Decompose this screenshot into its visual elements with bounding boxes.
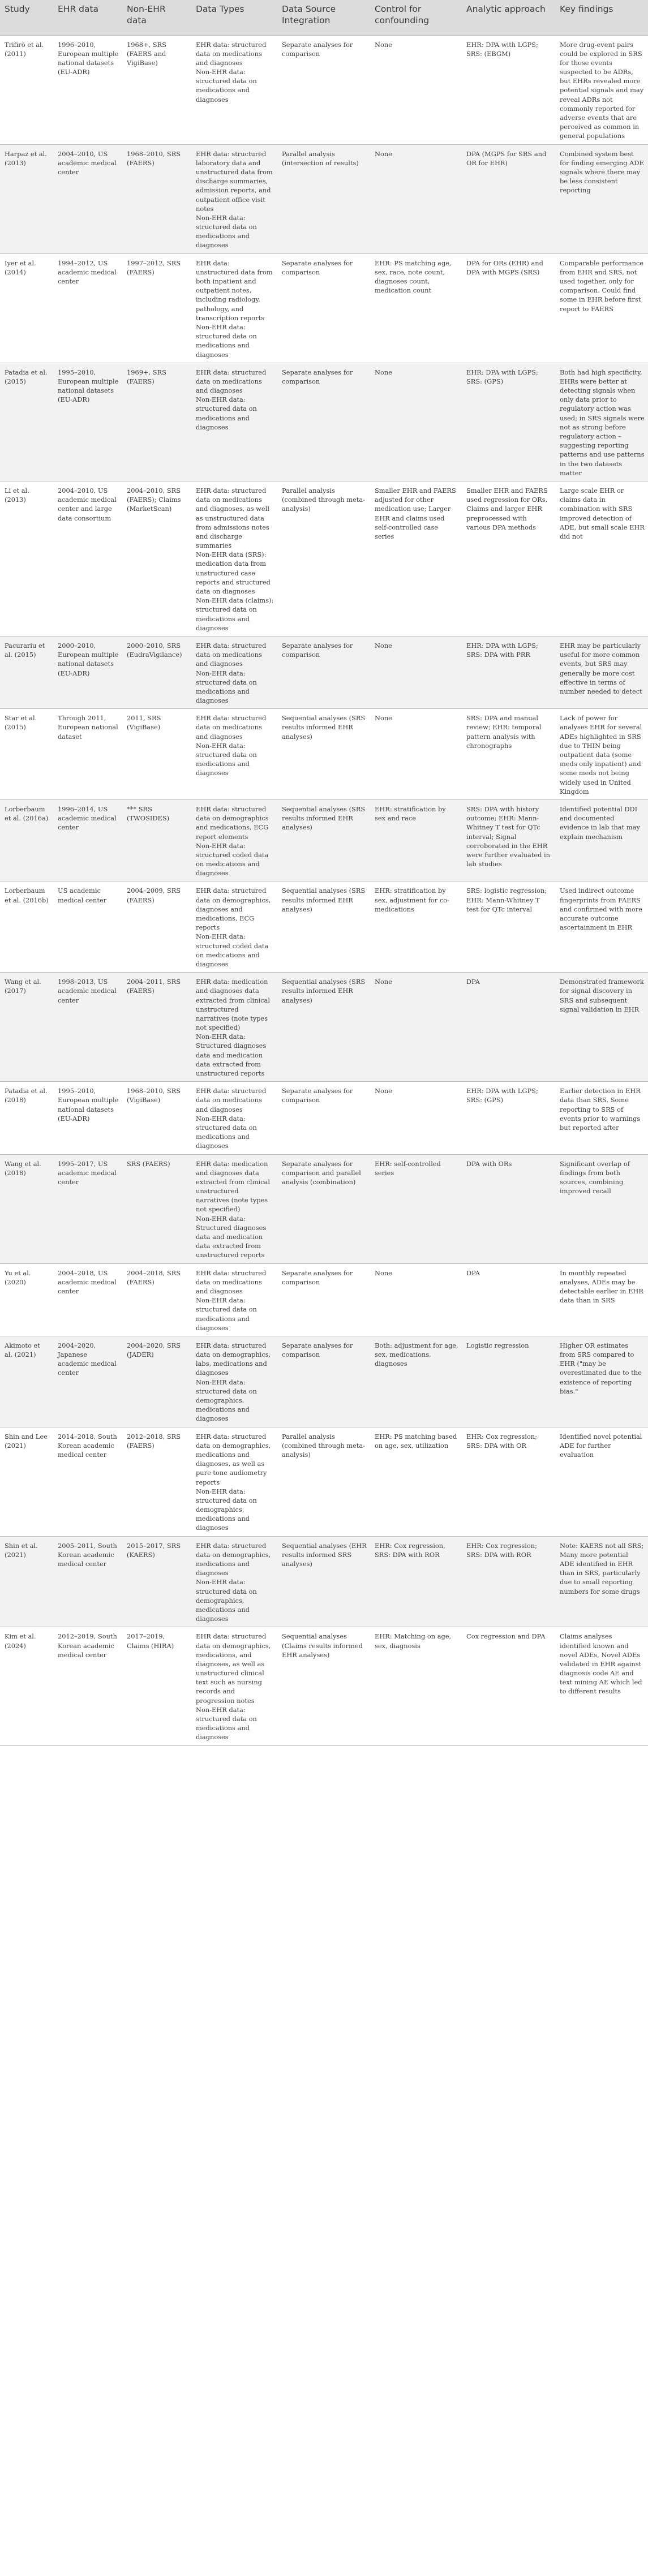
header-control-for-confounding: Control for confounding [370, 0, 462, 35]
integration-cell: Parallel analysis (combined through meta-analysis) [277, 1427, 370, 1536]
table-row [0, 799, 648, 881]
analytic-approach-cell: EHR: DPA with LGPS; SRS: (GPS) [462, 363, 555, 481]
integration-cell: Sequential analyses (SRS results informed EHR analyses) [277, 881, 370, 973]
table-row [0, 636, 648, 708]
data-types-cell: EHR data: structured data on medications and diagnoses Non-EHR data: structured data on medications and diagnoses [191, 1082, 277, 1154]
ehr-data-cell: 2004–2010, US academic medical center [53, 144, 122, 253]
confounding-cell: EHR: PS matching based on age, sex, utilization [370, 1427, 462, 1536]
data-types-cell: EHR data: structured data on demographics, medications and diagnoses, as well as pure tone audiometry reports Non-EHR data: structured data on demographics, medications and diagnoses [191, 1427, 277, 1536]
ehr-data-cell: Through 2011, European national dataset [53, 709, 122, 800]
integration-cell: Sequential analyses (Claims results informed EHR analyses) [277, 1627, 370, 1745]
integration-cell: Separate analyses for comparison [277, 1082, 370, 1154]
ehr-data-cell: 2000–2010, European multiple national datasets (EU-ADR) [53, 636, 122, 708]
ehr-data-cell: 2004–2020, Japanese academic medical center [53, 1336, 122, 1427]
analytic-approach-cell: EHR: DPA with LGPS; SRS: (EBGM) [462, 35, 555, 144]
key-findings-cell: Demonstrated framework for signal discovery in SRS and subsequent signal validation in EHR [555, 973, 648, 1082]
confounding-cell: EHR: stratification by sex and race [370, 799, 462, 881]
confounding-cell: EHR: PS matching age, sex, race, note count, diagnoses count, medication count [370, 253, 462, 363]
key-findings-cell: Used indirect outcome fingerprints from FAERS and confirmed with more accurate outcome ascertainment in EHR [555, 881, 648, 973]
header-row [0, 0, 648, 35]
key-findings-cell: Note: KAERS not all SRS; Many more potential ADE identified in EHR than in SRS, particularly due to small reporting numbers for some drugs [555, 1536, 648, 1627]
integration-cell: Separate analyses for comparison [277, 636, 370, 708]
ehr-data-cell: 2014–2018, South Korean academic medical center [53, 1427, 122, 1536]
study-cell: Shin et al. (2021) [0, 1536, 53, 1627]
study-cell: Akimoto et al. (2021) [0, 1336, 53, 1427]
confounding-cell: EHR: Cox regression, SRS: DPA with ROR [370, 1536, 462, 1627]
non-ehr-data-cell: 2000–2010, SRS (EudraVigilance) [122, 636, 191, 708]
ehr-data-cell: 1996–2014, US academic medical center [53, 799, 122, 881]
ehr-data-cell: 1998–2013, US academic medical center [53, 973, 122, 1082]
key-findings-cell: Higher OR estimates from SRS compared to EHR ("may be overestimated due to the existence of reporting bias." [555, 1336, 648, 1427]
confounding-cell: Smaller EHR and FAERS adjusted for other medication use; Larger EHR and claims used self-controlled case series [370, 481, 462, 636]
study-cell: Li et al. (2013) [0, 481, 53, 636]
table-row [0, 1627, 648, 1745]
non-ehr-data-cell: *** SRS (TWOSIDES) [122, 799, 191, 881]
ehr-data-cell: 1995–2010, European multiple national datasets (EU-ADR) [53, 363, 122, 481]
data-types-cell: EHR data: structured data on demographics, labs, medications and diagnoses Non-EHR data: structured data on demographics, medications and diagnoses [191, 1336, 277, 1427]
non-ehr-data-cell: 1968+, SRS (FAERS and VigiBase) [122, 35, 191, 144]
data-types-cell: EHR data: structured data on medications and diagnoses Non-EHR data: structured data on medications and diagnoses [191, 363, 277, 481]
analytic-approach-cell: EHR: Cox regression; SRS: DPA with OR [462, 1427, 555, 1536]
header-non-ehr-data: Non-EHR data [122, 0, 191, 35]
key-findings-cell: In monthly repeated analyses, ADEs may be detectable earlier in EHR data than in SRS [555, 1263, 648, 1336]
analytic-approach-cell: EHR: DPA with LGPS; SRS: (GPS) [462, 1082, 555, 1154]
analytic-approach-cell: DPA with ORs [462, 1154, 555, 1263]
key-findings-cell: Large scale EHR or claims data in combination with SRS improved detection of ADE, but small scale EHR did not [555, 481, 648, 636]
table-row [0, 1154, 648, 1263]
analytic-approach-cell: EHR: DPA with LGPS; SRS: DPA with PRR [462, 636, 555, 708]
study-cell: Shin and Lee (2021) [0, 1427, 53, 1536]
data-types-cell: EHR data: structured data on demographics and medications, ECG report elements Non-EHR data: structured coded data on medications and diagnoses [191, 799, 277, 881]
analytic-approach-cell: SRS: DPA and manual review; EHR: temporal pattern analysis with chronographs [462, 709, 555, 800]
header-ehr-data: EHR data [53, 0, 122, 35]
table-row [0, 1082, 648, 1154]
study-cell: Pacurariu et al. (2015) [0, 636, 53, 708]
table-row [0, 709, 648, 800]
table-header [0, 0, 648, 35]
integration-cell: Sequential analyses (EHR results informed SRS analyses) [277, 1536, 370, 1627]
key-findings-cell: Earlier detection in EHR data than SRS. Some reporting to SRS of events prior to warnings but reported after [555, 1082, 648, 1154]
study-cell: Wang et al. (2018) [0, 1154, 53, 1263]
analytic-approach-cell: Smaller EHR and FAERS used regression for ORs, Claims and larger EHR preprocessed with various DPA methods [462, 481, 555, 636]
header-key-findings: Key findings [555, 0, 648, 35]
analytic-approach-cell: DPA [462, 973, 555, 1082]
study-cell: Iyer et al. (2014) [0, 253, 53, 363]
non-ehr-data-cell: 2017–2019, Claims (HIRA) [122, 1627, 191, 1745]
data-types-cell: EHR data: structured data on medications and diagnoses, as well as unstructured data from admissions notes and discharge summaries Non-EHR data (SRS): medication data from unstructured case reports and structured data on diagnoses Non-EHR data (claims): structured data on medications and diagnoses [191, 481, 277, 636]
ehr-data-cell: 1995–2010, European multiple national datasets (EU-ADR) [53, 1082, 122, 1154]
key-findings-cell: More drug-event pairs could be explored in SRS for those events suspected to be ADRs, but EHRs revealed more potential signals and may reveal ADRs not commonly reported for adverse events that are perceived as common in general populations [555, 35, 648, 144]
confounding-cell: Both: adjustment for age, sex, medications, diagnoses [370, 1336, 462, 1427]
data-types-cell: EHR data: structured data on medications and diagnoses Non-EHR data: structured data on medications and diagnoses [191, 709, 277, 800]
table-body [0, 35, 648, 1745]
key-findings-cell: Both had high specificity, EHRs were better at detecting signals when only data prior to regulatory action was used; in SRS signals were not as strong before regulatory action – suggesting reporting patterns and use patterns in the two datasets matter [555, 363, 648, 481]
analytic-approach-cell: Logistic regression [462, 1336, 555, 1427]
ehr-data-cell: 1994–2012, US academic medical center [53, 253, 122, 363]
table-row [0, 973, 648, 1082]
confounding-cell: None [370, 1263, 462, 1336]
header-study: Study [0, 0, 53, 35]
ehr-data-cell: US academic medical center [53, 881, 122, 973]
table-row [0, 144, 648, 253]
confounding-cell: None [370, 144, 462, 253]
data-types-cell: EHR data: medication and diagnoses data extracted from clinical unstructured narratives (note types not specified) Non-EHR data: Structured diagnoses data and medication data extracted from unstructured reports [191, 1154, 277, 1263]
key-findings-cell: Combined system best for finding emerging ADE signals where there may be less consistent reporting [555, 144, 648, 253]
header-analytic-approach: Analytic approach [462, 0, 555, 35]
analytic-approach-cell: DPA [462, 1263, 555, 1336]
non-ehr-data-cell: 2012–2018, SRS (FAERS) [122, 1427, 191, 1536]
integration-cell: Sequential analyses (SRS results informed EHR analyses) [277, 973, 370, 1082]
non-ehr-data-cell: 1969+, SRS (FAERS) [122, 363, 191, 481]
study-cell: Lorberbaum et al. (2016b) [0, 881, 53, 973]
table-row [0, 1427, 648, 1536]
analytic-approach-cell: SRS: logistic regression; EHR: Mann-Whitney T test for QTc interval [462, 881, 555, 973]
non-ehr-data-cell: 1968–2010, SRS (VigiBase) [122, 1082, 191, 1154]
study-cell: Kim et al. (2024) [0, 1627, 53, 1745]
confounding-cell: None [370, 363, 462, 481]
study-cell: Star et al. (2015) [0, 709, 53, 800]
data-types-cell: EHR data: structured data on demographics, medications, and diagnoses, as well as unstructured clinical text such as nursing records and progression notes Non-EHR data: structured data on medications and diagnoses [191, 1627, 277, 1745]
ehr-data-cell: 1995–2017, US academic medical center [53, 1154, 122, 1263]
data-types-cell: EHR data: structured laboratory data and unstructured data from discharge summaries, admission reports, and outpatient office visit notes Non-EHR data: structured data on medications and diagnoses [191, 144, 277, 253]
integration-cell: Separate analyses for comparison [277, 1263, 370, 1336]
key-findings-cell: Significant overlap of findings from both sources, combining improved recall [555, 1154, 648, 1263]
non-ehr-data-cell: SRS (FAERS) [122, 1154, 191, 1263]
analytic-approach-cell: DPA (MGPS for SRS and OR for EHR) [462, 144, 555, 253]
confounding-cell: EHR: Matching on age, sex, diagnosis [370, 1627, 462, 1745]
data-types-cell: EHR data: structured data on medications and diagnoses Non-EHR data: structured data on medications and diagnoses [191, 636, 277, 708]
analytic-approach-cell: EHR: Cox regression; SRS: DPA with ROR [462, 1536, 555, 1627]
analytic-approach-cell: SRS: DPA with history outcome; EHR: Mann-Whitney T test for QTc interval; Signal corroborated in the EHR were further evaluated in lab studies [462, 799, 555, 881]
data-types-cell: EHR data: unstructured data from both inpatient and outpatient notes, including radiology, pathology, and transcription reports Non-EHR data: structured data on medications and diagnoses [191, 253, 277, 363]
integration-cell: Sequential analyses (SRS results informed EHR analyses) [277, 799, 370, 881]
study-cell: Patadia et al. (2015) [0, 363, 53, 481]
ehr-data-cell: 2004–2018, US academic medical center [53, 1263, 122, 1336]
study-cell: Harpaz et al. (2013) [0, 144, 53, 253]
data-types-cell: EHR data: structured data on medications and diagnoses Non-EHR data: structured data on medications and diagnoses [191, 35, 277, 144]
integration-cell: Sequential analyses (SRS results informed EHR analyses) [277, 709, 370, 800]
table-row [0, 481, 648, 636]
key-findings-cell: EHR may be particularly useful for more common events, but SRS may generally be more cost effective in terms of number needed to detect [555, 636, 648, 708]
data-types-cell: EHR data: structured data on demographics, diagnoses and medications, ECG reports Non-EHR data: structured coded data on medications and diagnoses [191, 881, 277, 973]
study-cell: Wang et al. (2017) [0, 973, 53, 1082]
non-ehr-data-cell: 1968–2010, SRS (FAERS) [122, 144, 191, 253]
integration-cell: Separate analyses for comparison [277, 253, 370, 363]
non-ehr-data-cell: 2004–2010, SRS (FAERS); Claims (MarketScan) [122, 481, 191, 636]
non-ehr-data-cell: 2004–2018, SRS (FAERS) [122, 1263, 191, 1336]
non-ehr-data-cell: 2004–2011, SRS (FAERS) [122, 973, 191, 1082]
confounding-cell: None [370, 709, 462, 800]
non-ehr-data-cell: 1997–2012, SRS (FAERS) [122, 253, 191, 363]
non-ehr-data-cell: 2004–2020, SRS (JADER) [122, 1336, 191, 1427]
analytic-approach-cell: DPA for ORs (EHR) and DPA with MGPS (SRS) [462, 253, 555, 363]
confounding-cell: None [370, 973, 462, 1082]
data-types-cell: EHR data: structured data on medications and diagnoses Non-EHR data: structured data on medications and diagnoses [191, 1263, 277, 1336]
integration-cell: Separate analyses for comparison [277, 35, 370, 144]
table-row [0, 363, 648, 481]
table-row [0, 35, 648, 144]
confounding-cell: None [370, 636, 462, 708]
study-cell: Yu et al. (2020) [0, 1263, 53, 1336]
data-types-cell: EHR data: structured data on demographics, medications and diagnoses Non-EHR data: structured data on demographics, medications and diagnoses [191, 1536, 277, 1627]
integration-cell: Separate analyses for comparison [277, 1336, 370, 1427]
key-findings-cell: Lack of power for analyses EHR for several ADEs highlighted in SRS due to THIN being outpatient data (some meds only inpatient) and some meds not being widely used in United Kingdom [555, 709, 648, 800]
non-ehr-data-cell: 2004–2009, SRS (FAERS) [122, 881, 191, 973]
non-ehr-data-cell: 2011, SRS (VigiBase) [122, 709, 191, 800]
ehr-data-cell: 2012–2019, South Korean academic medical center [53, 1627, 122, 1745]
study-cell: Trifirò et al. (2011) [0, 35, 53, 144]
non-ehr-data-cell: 2015–2017, SRS (KAERS) [122, 1536, 191, 1627]
study-cell: Lorberbaum et al. (2016a) [0, 799, 53, 881]
confounding-cell: None [370, 35, 462, 144]
ehr-data-cell: 2004–2010, US academic medical center and large data consortium [53, 481, 122, 636]
ehr-data-cell: 2005–2011, South Korean academic medical center [53, 1536, 122, 1627]
ehr-data-cell: 1996–2010, European multiple national datasets (EU-ADR) [53, 35, 122, 144]
key-findings-cell: Identified novel potential ADE for further evaluation [555, 1427, 648, 1536]
header-data-types: Data Types [191, 0, 277, 35]
confounding-cell: EHR: self-controlled series [370, 1154, 462, 1263]
analytic-approach-cell: Cox regression and DPA [462, 1627, 555, 1745]
confounding-cell: None [370, 1082, 462, 1154]
study-cell: Patadia et al. (2018) [0, 1082, 53, 1154]
table-row [0, 1336, 648, 1427]
key-findings-cell: Comparable performance from EHR and SRS, not used together, only for comparison. Could find some in EHR before first report to FAERS [555, 253, 648, 363]
table-row [0, 881, 648, 973]
data-types-cell: EHR data: medication and diagnoses data extracted from clinical unstructured narratives (note types not specified) Non-EHR data: Structured diagnoses data and medication data extracted from unstructured reports [191, 973, 277, 1082]
table-row [0, 253, 648, 363]
key-findings-cell: Identified potential DDI and documented evidence in lab that may explain mechanism [555, 799, 648, 881]
header-data-source-integration: Data Source Integration [277, 0, 370, 35]
table-row [0, 1263, 648, 1336]
confounding-cell: EHR: stratification by sex, adjustment for co-medications [370, 881, 462, 973]
key-findings-cell: Claims analyses identified known and novel ADEs, Novel ADEs validated in EHR against diagnosis code AE and text mining AE which led to different results [555, 1627, 648, 1745]
integration-cell: Separate analyses for comparison [277, 363, 370, 481]
table-row [0, 1536, 648, 1627]
integration-cell: Separate analyses for comparison and parallel analysis (combination) [277, 1154, 370, 1263]
integration-cell: Parallel analysis (combined through meta-analysis) [277, 481, 370, 636]
integration-cell: Parallel analysis (intersection of results) [277, 144, 370, 253]
